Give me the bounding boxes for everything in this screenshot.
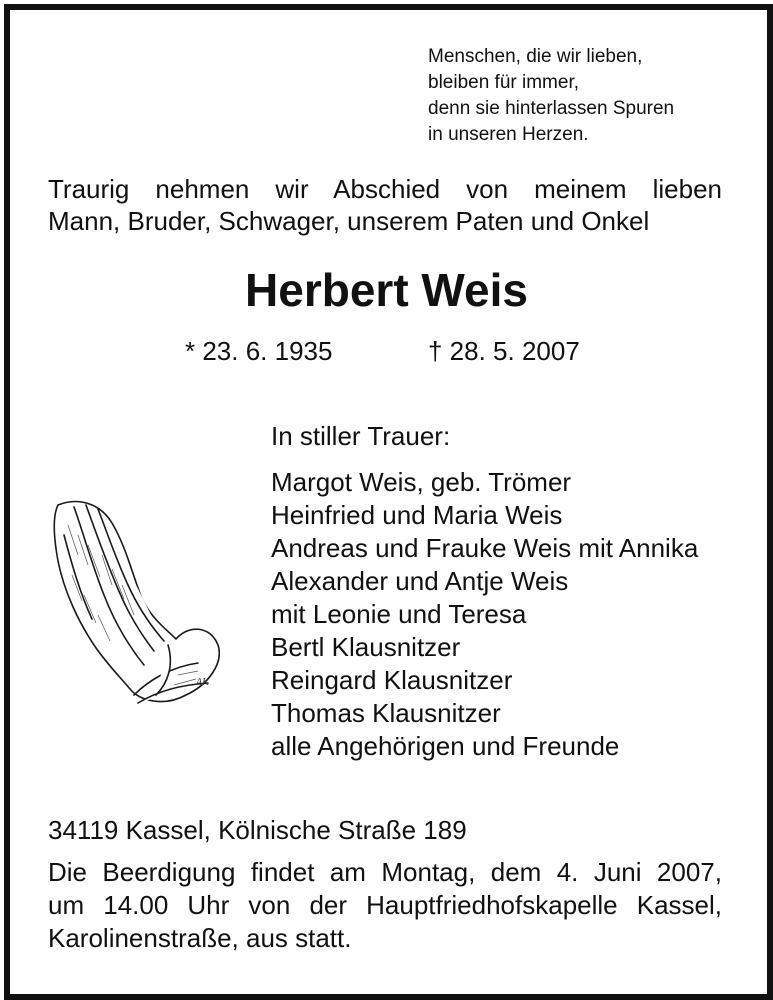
poem — [428, 44, 674, 148]
svg-text:AK: AK — [196, 677, 209, 688]
intro-text — [48, 173, 722, 237]
mourner-name: alle Angehörigen und Freunde — [271, 731, 620, 761]
funeral-line: Die Beerdigung findet am Montag, dem 4. Juni 2007, — [48, 857, 722, 887]
poem-line: denn sie hinterlassen Spuren — [428, 98, 675, 119]
poem-line: bleiben für immer, — [428, 72, 580, 93]
intro-line: Mann, Bruder, Schwager, unserem Paten und Onkel — [48, 206, 650, 236]
mourners-heading: In stiller Trauer: — [271, 421, 451, 451]
funeral-line: um 14.00 Uhr von der Hauptfriedhofskapelle Kassel, — [48, 890, 722, 920]
intro-line: Traurig nehmen wir Abschied von meinem lieben — [48, 174, 722, 204]
mourners-list — [271, 466, 698, 763]
address: 34119 Kassel, Kölnische Straße 189 — [48, 815, 467, 845]
mourner-name: Alexander und Antje Weis — [271, 566, 569, 596]
birth-date: * 23. 6. 1935 — [185, 336, 333, 366]
deceased-name: Herbert Weis — [245, 264, 528, 316]
praying-hands-icon — [48, 495, 220, 715]
mourner-name: Margot Weis, geb. Trömer — [271, 467, 572, 497]
mourner-name: Bertl Klausnitzer — [271, 632, 461, 662]
funeral-line: Karolinenstraße, aus statt. — [48, 923, 352, 953]
mourner-name: Andreas und Frauke Weis mit Annika — [271, 533, 699, 563]
poem-line: Menschen, die wir lieben, — [428, 46, 643, 67]
mourner-name: Heinfried und Maria Weis — [271, 500, 563, 530]
mourner-name: mit Leonie und Teresa — [271, 599, 527, 629]
mourner-name: Thomas Klausnitzer — [271, 698, 501, 728]
poem-line: in unseren Herzen. — [428, 124, 589, 145]
funeral-info — [48, 856, 722, 955]
mourner-name: Reingard Klausnitzer — [271, 665, 513, 695]
death-date: † 28. 5. 2007 — [428, 336, 580, 366]
